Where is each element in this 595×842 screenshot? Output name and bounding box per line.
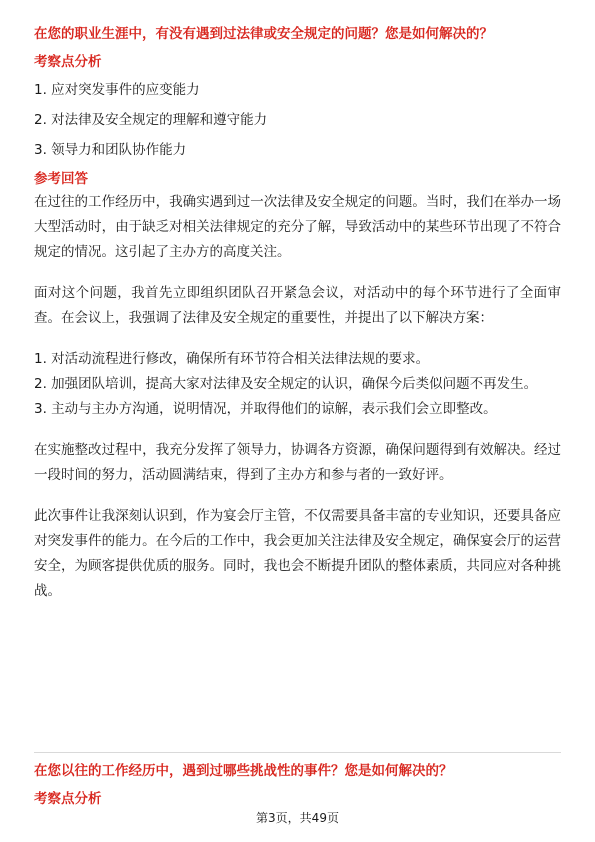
- page-number: 第3页，共49页: [256, 811, 339, 825]
- analysis-point: 1. 应对突发事件的应变能力: [34, 82, 200, 98]
- question-1-title: 在您的职业生涯中，有没有遇到过法律或安全规定的问题？您是如何解决的？: [34, 26, 493, 42]
- document-page: [34, 20, 561, 604]
- analysis-point: 3. 领导力和团队协作能力: [34, 142, 187, 158]
- solution-step: 2. 加强团队培训，提高大家对法律及安全规定的认识，确保今后类似问题不再发生。: [34, 376, 538, 392]
- answer-paragraph: 面对这个问题，我首先立即组织团队召开紧急会议，对活动中的每个环节进行了全面审查。在会议上，我强调了法律及安全规定的重要性，并提出了以下解决方案：: [34, 285, 561, 326]
- analysis-label: 考察点分析: [34, 54, 102, 70]
- solution-step: 1. 对活动流程进行修改，确保所有环节符合相关法律法规的要求。: [34, 351, 430, 367]
- analysis-point: 2. 对法律及安全规定的理解和遵守能力: [34, 112, 268, 128]
- solution-step: 3. 主动与主办方沟通，说明情况，并取得他们的谅解，表示我们会立即整改。: [34, 401, 497, 417]
- question-2-title: 在您以往的工作经历中，遇到过哪些挑战性的事件？您是如何解决的？: [34, 763, 453, 779]
- next-question: [34, 761, 561, 809]
- analysis-label: 考察点分析: [34, 791, 102, 807]
- answer-paragraph: 在实施整改过程中，我充分发挥了领导力，协调各方资源，确保问题得到有效解决。经过一段时间的努力，活动圆满结束，得到了主办方和参与者的一致好评。: [34, 442, 561, 483]
- answer-label: 参考回答: [34, 171, 88, 187]
- answer-paragraph: 此次事件让我深刻认识到，作为宴会厅主管，不仅需要具备丰富的专业知识，还要具备应对突发事件的能力。在今后的工作中，我会更加关注法律及安全规定，确保宴会厅的运营安全，为顾客提供优质的服务。同时，我也会不断提升团队的整体素质，共同应对各种挑战。: [34, 508, 561, 599]
- analysis-points: [34, 80, 561, 160]
- answer-paragraph: 在过往的工作经历中，我确实遇到过一次法律及安全规定的问题。当时，我们在举办一场大型活动时，由于缺乏对相关法律规定的充分了解，导致活动中的某些环节出现了不符合规定的情况。这引起了主办方的高度关注。: [34, 194, 561, 260]
- question-divider: [34, 752, 561, 753]
- solution-list: [34, 347, 561, 422]
